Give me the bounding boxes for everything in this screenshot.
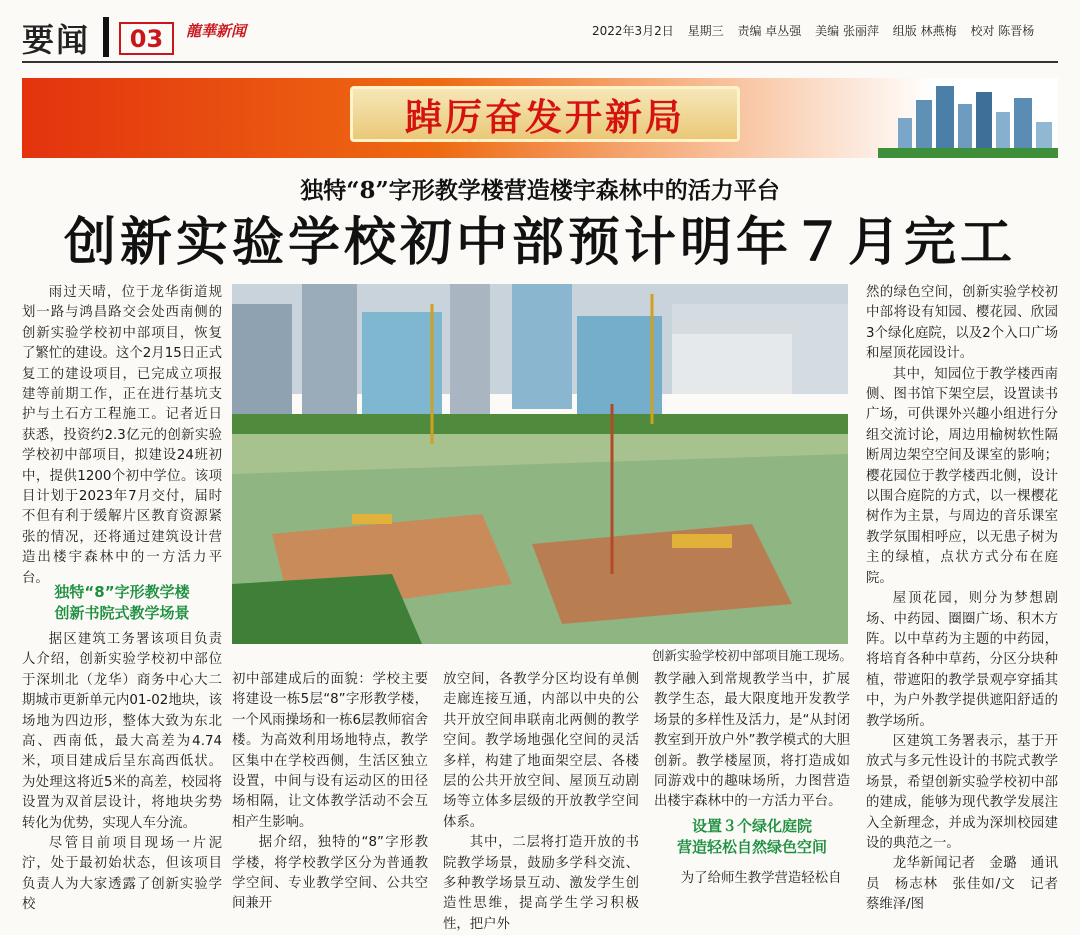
article-column-3 (443, 670, 639, 935)
paragraph: 其中，二层将打造开放的书院教学场景，鼓励多学科交流、多种教学场景互动、激发学生创造性思维，提高学生学习积极性，把户外 (443, 835, 639, 932)
paragraph: 屋顶花园，则分为梦想剧场、中药园、圈圈广场、积木方阵。以中草药为主题的中药园，将培育各种中草药，分区分块种植，带遮阳的教学景观亭穿插其中，为户外教学提供遮阳舒适的教学场所。 (866, 591, 1058, 729)
header-info (592, 22, 1034, 39)
photo-caption: 创新实验学校初中部项目施工现场。 (651, 648, 852, 663)
art-editor-credit: 美编 张丽萍 (815, 24, 879, 38)
paragraph: 据介绍，独特的“8”字形教学楼，将学校教学区分为普通教学空间、专业教学空间、公共空间兼开 (232, 835, 428, 912)
paragraph: 放空间，各教学分区均设有单侧走廊连接互通，内部以中央的公共开放空间串联南北两侧的教学空间。教学场地强化空间的灵活多样，构建了地面架空层、各楼层的公共开放空间、屋顶互动剧场等立体多层级的开放教学空间体系。 (443, 672, 639, 830)
header-rule (22, 61, 1058, 63)
article-headline: 创新实验学校初中部预计明年７月完工 (63, 212, 1016, 273)
paragraph: 尽管目前项目现场一片泥泞，处于最初始状态，但该项目负责人为大家透露了创新实验学校 (22, 836, 222, 913)
subheading-line: 创新书院式教学场景 (54, 604, 190, 622)
article-column-4-top (654, 670, 850, 813)
paragraph: 教学融入到常规教学当中，扩展教学生态，最大限度地开发教学场景的多样性及活力，是“从封闭教室到开放户外”教学模式的大胆创新。教学楼屋顶，将打造成如同游戏中的趣味场所，力图营造出楼宇森林中的一方活力平台。 (654, 672, 850, 810)
issue-date: 2022年3月2日 (592, 24, 674, 38)
section-title: 要闻 (22, 21, 91, 59)
paragraph: 初中部建成后的面貌：学校主要将建设一栋5层“8”字形教学楼，一个风雨操场和一栋6层教师宿舍楼。为高效利用场地特点，教学区集中在学校西侧，生活区独立设置，中间与设有运动区的田径场相隔，让文体教学活动不会互相产生影响。 (232, 672, 428, 830)
article-subheadline: 独特“8”字形教学楼营造楼宇森林中的活力平台 (300, 177, 780, 204)
city-skyline-icon (858, 78, 1058, 158)
paragraph: 然的绿色空间，创新实验学校初中部将设有知园、樱花园、欣园3个绿化庭院，以及2个入口广场和屋顶花园设计。 (866, 285, 1058, 362)
paragraph: 据区建筑工务署该项目负责人介绍，创新实验学校初中部位于深圳北（龙华）商务中心大二期城市更新单元内01-02地块，该场地为四边形，整体大致为东北高、西南低，最大高差为4.74米，项目建成后呈东高西低状。为处理这将近5米的高差，校园将设置为双首层设计，将地块劣势转化为优势，实现人车分流。 (22, 632, 222, 831)
issue-weekday: 星期三 (687, 24, 724, 38)
construction-site-image (232, 284, 848, 644)
subheading-line: 独特“8”字形教学楼 (54, 583, 190, 601)
banner (22, 78, 1058, 158)
section-subheading-2 (654, 816, 850, 858)
subheading-line: 设置３个绿化庭院 (691, 817, 812, 835)
article-column-1-top (22, 283, 222, 589)
paragraph: 区建筑工务署表示，基于开放式与多元性设计的书院式教学场景，希望创新实验学校初中部的建成，能够为现代教学发展注入全新理念，并成为深圳校园建设的典范之一。 (866, 733, 1058, 851)
paragraph: 为了给师生教学营造轻松自 (680, 871, 842, 886)
paragraph: 其中，知园位于教学楼西南侧、图书馆下架空层，设置读书广场，可供课外兴趣小组进行分组交流讨论，周边用榆树软性隔断周边架空空间及课室的影响；樱花园位于教学楼西北侧，设计以围合庭院的方式，以一棵樱花树作为主景，与周边的音乐课室教学氛围相呼应，以无患子树为主的绿植，点状方式分布在庭院。 (866, 366, 1058, 586)
page-number: 03 (119, 22, 174, 55)
article-column-2 (232, 670, 428, 915)
banner-title: 踔厉奋发开新局 (350, 86, 740, 142)
layout-credit: 组版 林燕梅 (892, 24, 957, 38)
construction-site-photo (232, 284, 848, 644)
article-column-1-bottom (22, 630, 222, 916)
article-byline: 龙华新闻记者 金璐 通讯员 杨志林 张佳如/文 记者 蔡维泽/图 (866, 856, 1072, 913)
editor-credit: 责编 卓丛强 (737, 24, 802, 38)
section-divider (103, 17, 109, 57)
section-subheading-1 (22, 582, 222, 624)
article-column-4-bottom (654, 869, 850, 889)
subheading-line: 营造轻松自然绿色空间 (676, 838, 827, 856)
newspaper-logo: 龍華新闻 (186, 22, 247, 40)
article-column-5 (866, 283, 1072, 916)
proofreader-credit: 校对 陈晋杨 (970, 24, 1035, 38)
paragraph: 雨过天晴，位于龙华街道规划一路与鸿昌路交会处西南侧的创新实验学校初中部项目，恢复了繁忙的建设。这个2月15日正式复工的建设项目，已完成立项报建等前期工作，正在进行基坑支护与土石方工程施工。记者近日获悉，投资约2.3亿元的创新实验学校初中部项目，拟建设24班初中，提供1200个初中学位。该项目计划于2023年7月交付，届时不但有利于缓解片区教育资源紧张的情况，还将通过建筑设计营造出楼宇森林中的一方活力平台。 (22, 285, 222, 586)
